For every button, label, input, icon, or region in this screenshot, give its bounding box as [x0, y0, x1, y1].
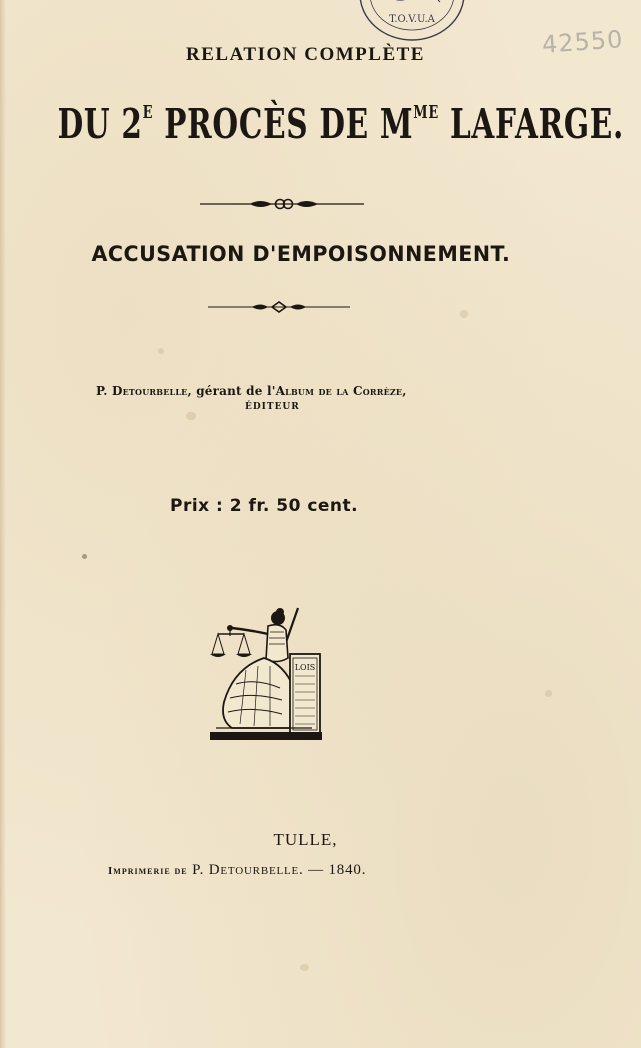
- publisher-editor: ÉDITEUR: [245, 402, 300, 412]
- title-line-2-sup2: ME: [413, 102, 439, 123]
- foxing-spot: [158, 348, 164, 354]
- library-stamp: [356, 0, 468, 44]
- page-edge-shadow: [0, 0, 6, 1048]
- title-line-1: RELATION COMPLÈTE: [186, 44, 425, 65]
- title-line-2: [57, 100, 625, 148]
- title-line-2-post: LAFARGE.: [438, 100, 625, 148]
- ornament-rule-top: [200, 196, 364, 212]
- publisher-trail: ,: [402, 384, 407, 398]
- ornament-rule-bottom: [208, 300, 350, 314]
- stamp-text: T.O.V.U.A: [389, 14, 435, 25]
- publisher-line: [96, 384, 407, 398]
- imprint-year: . — 1840.: [299, 862, 367, 878]
- title-line-2-sup1: E: [142, 102, 154, 123]
- justice-vignette: [206, 604, 326, 744]
- publisher-role: , gérant de l': [187, 384, 276, 398]
- imprint-printer-name: P. Detourbelle: [187, 862, 300, 878]
- price: Prix : 2 fr. 50 cent.: [170, 496, 359, 516]
- subtitle: ACCUSATION D'EMPOISONNEMENT.: [91, 242, 511, 266]
- foxing-spot: [82, 554, 87, 559]
- publisher-album: Album de la Corrèze: [275, 384, 403, 398]
- foxing-spot: [300, 964, 309, 971]
- title-line-2-mid: PROCÈS DE M: [153, 100, 414, 148]
- title-line-2-pre: DU 2: [57, 100, 143, 148]
- imprint-printer-label: Imprimerie de: [108, 865, 188, 877]
- publisher-name: P. Detourbelle: [96, 384, 188, 398]
- imprint-city: TULLE,: [273, 830, 338, 849]
- foxing-spot: [460, 310, 468, 318]
- shelfmark: 42550: [541, 25, 625, 59]
- vignette-book-text: LOIS: [294, 663, 316, 672]
- foxing-spot: [186, 412, 196, 420]
- foxing-spot: [545, 690, 552, 697]
- imprint-line: [108, 862, 366, 879]
